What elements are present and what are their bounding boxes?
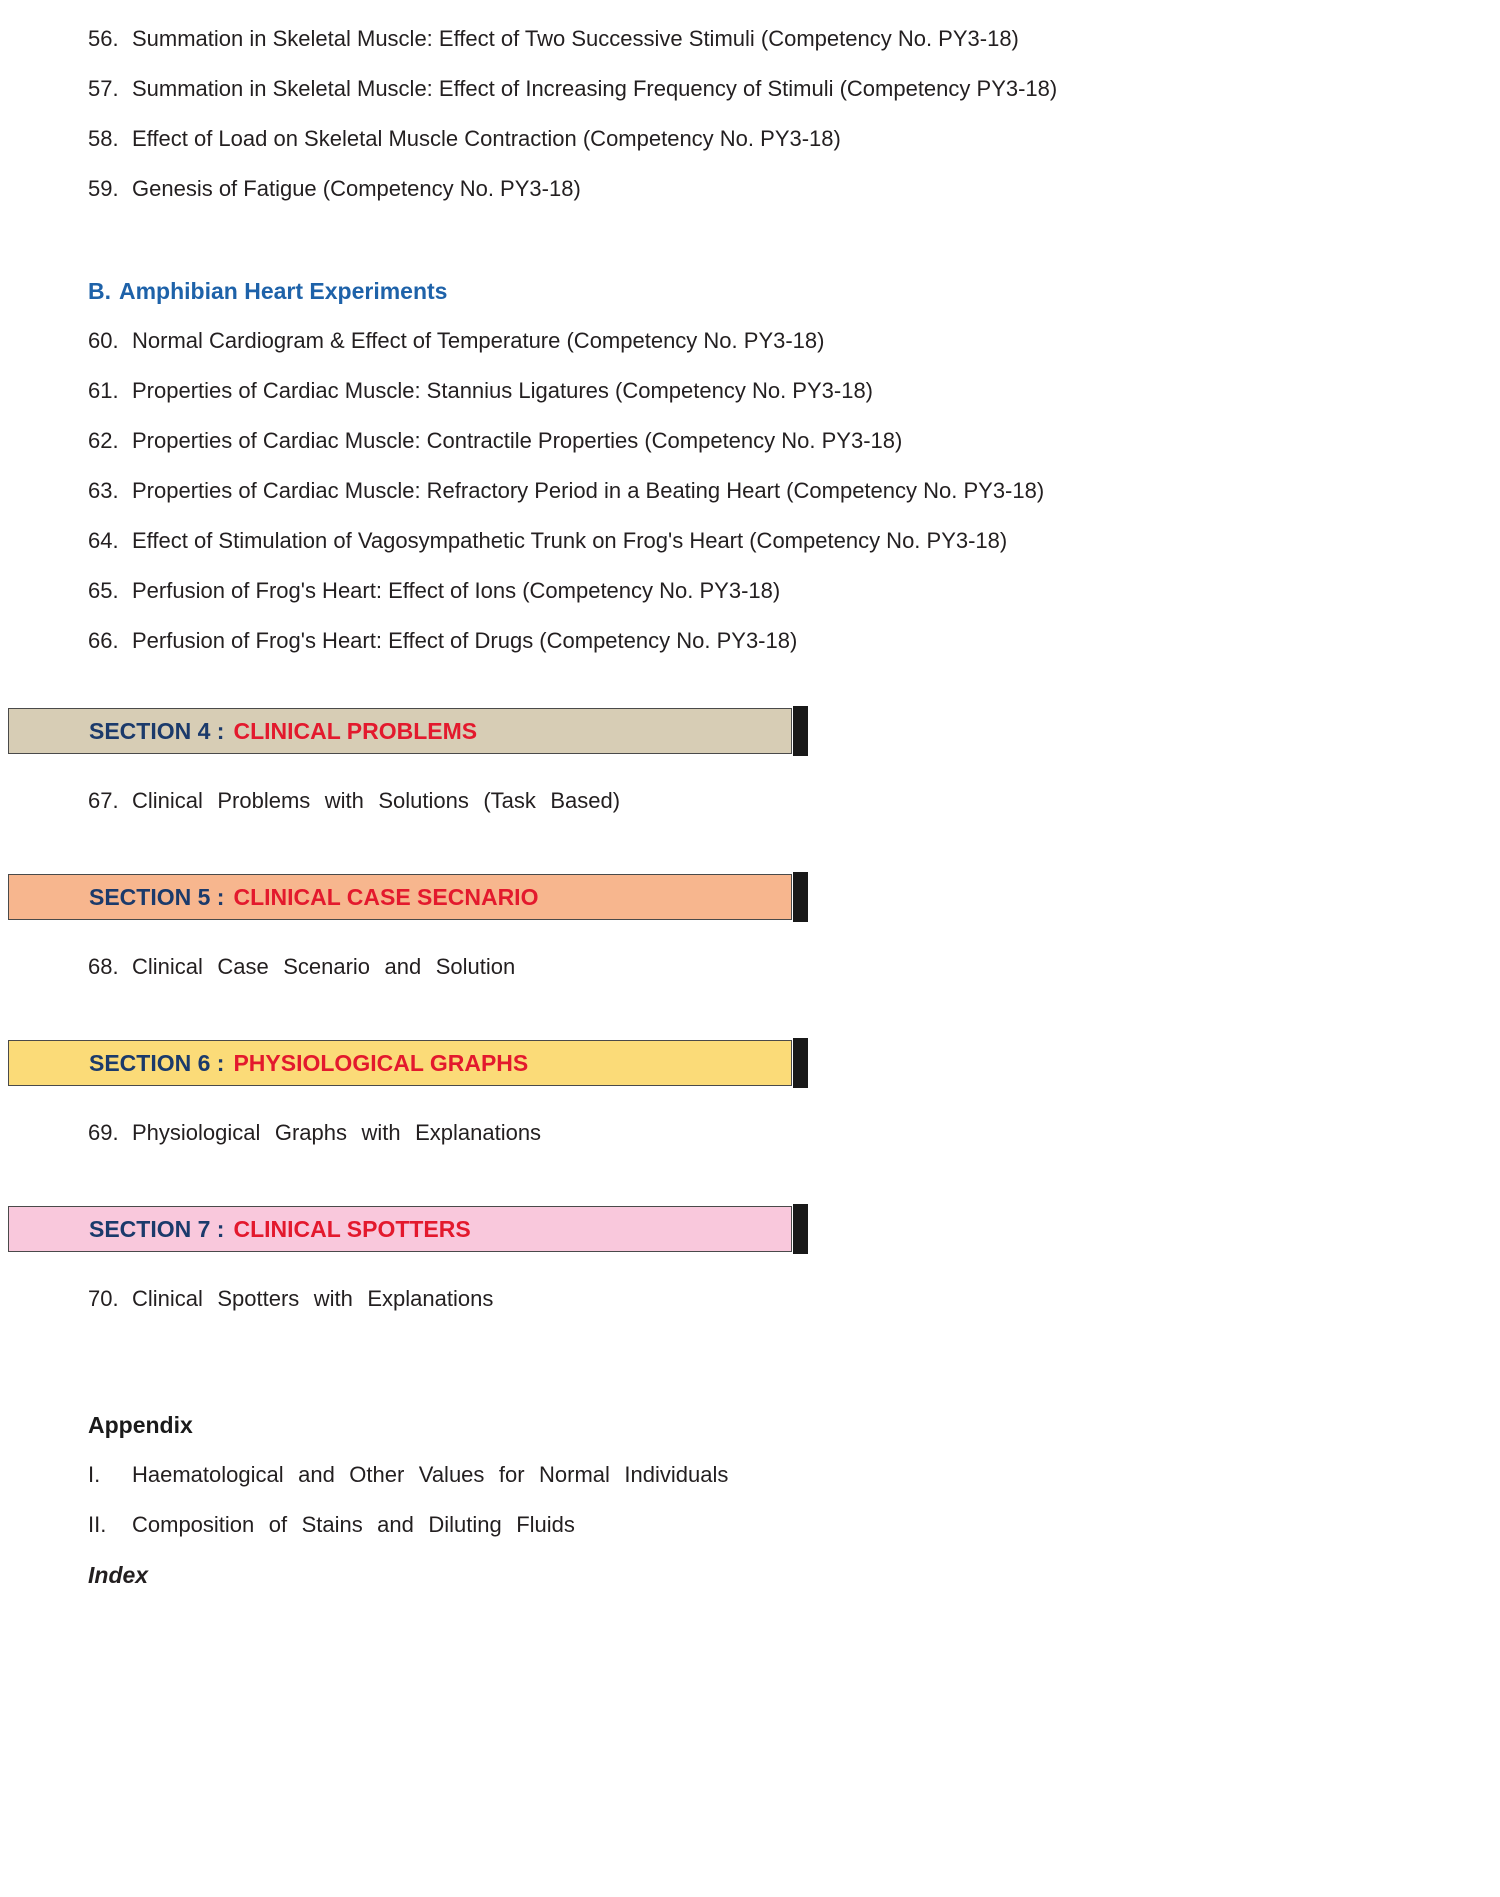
appendix-entry xyxy=(0,1450,1500,1500)
toc-entry xyxy=(0,776,1500,826)
toc-entry xyxy=(0,366,1500,416)
toc-entry xyxy=(0,616,1500,666)
toc-entry-title: Clinical Case Scenario and Solution xyxy=(132,954,516,979)
toc-entry-number: 56. xyxy=(88,26,119,51)
section-number-label: SECTION 5 : xyxy=(89,883,225,910)
section-title: PHYSIOLOGICAL GRAPHS xyxy=(233,1049,529,1076)
toc-entry-title: Physiological Graphs with Explanations xyxy=(132,1120,542,1145)
appendix-entry xyxy=(0,1500,1500,1550)
toc-entry xyxy=(0,316,1500,366)
toc-entry-number: 69. xyxy=(88,1120,119,1145)
toc-entry-number: 62. xyxy=(88,428,119,453)
appendix-entry-title: Composition of Stains and Diluting Fluids xyxy=(132,1512,575,1537)
toc-entry-title: Effect of Stimulation of Vagosympathetic Trunk on Frog's Heart (Competency No. PY3-18) xyxy=(132,528,1008,553)
section-title: CLINICAL PROBLEMS xyxy=(233,717,478,744)
appendix-entry-title: Haematological and Other Values for Normal Individuals xyxy=(132,1462,729,1487)
toc-entry-number: 60. xyxy=(88,328,119,353)
section-title: CLINICAL SPOTTERS xyxy=(233,1215,471,1242)
toc-entry xyxy=(0,466,1500,516)
toc-entry-number: 63. xyxy=(88,478,119,503)
toc-entry-number: 68. xyxy=(88,954,119,979)
toc-entry-title: Genesis of Fatigue (Competency No. PY3-18) xyxy=(132,176,581,201)
toc-entry-title: Properties of Cardiac Muscle: Stannius Ligatures (Competency No. PY3-18) xyxy=(132,378,874,403)
banner-edge-tab xyxy=(793,872,808,922)
toc-entry-title: Normal Cardiogram & Effect of Temperature (Competency No. PY3-18) xyxy=(132,328,825,353)
toc-entry xyxy=(0,1108,1500,1158)
section-banner-clinical-case-scenario xyxy=(8,874,792,920)
appendix-entry-numeral: I. xyxy=(88,1462,101,1487)
section-number-label: SECTION 6 : xyxy=(89,1049,225,1076)
toc-entry-title: Properties of Cardiac Muscle: Refractory Period in a Beating Heart (Competency No. PY3-18) xyxy=(132,478,1045,503)
section-title: CLINICAL CASE SECNARIO xyxy=(233,883,539,910)
appendix-heading: Appendix xyxy=(88,1412,193,1438)
toc-entry xyxy=(0,942,1500,992)
toc-entry-title: Effect of Load on Skeletal Muscle Contraction (Competency No. PY3-18) xyxy=(132,126,841,151)
section-banner-clinical-spotters xyxy=(8,1206,792,1252)
toc-entry-number: 67. xyxy=(88,788,119,813)
toc-entry-number: 57. xyxy=(88,76,119,101)
toc-entry-number: 66. xyxy=(88,628,119,653)
toc-entry xyxy=(0,516,1500,566)
section-number-label: SECTION 7 : xyxy=(89,1215,225,1242)
toc-entry-title: Summation in Skeletal Muscle: Effect of Two Successive Stimuli (Competency No. PY3-18) xyxy=(132,26,1019,51)
subsection-heading-amphibian-heart xyxy=(0,266,1500,316)
banner-edge-tab xyxy=(793,706,808,756)
banner-edge-tab xyxy=(793,1038,808,1088)
subsection-heading-title: Amphibian Heart Experiments xyxy=(119,278,448,304)
toc-entry xyxy=(0,416,1500,466)
toc-entry-number: 61. xyxy=(88,378,119,403)
subsection-heading-prefix: B. xyxy=(88,278,111,304)
toc-entry-title: Clinical Spotters with Explanations xyxy=(132,1286,494,1311)
toc-entry-title: Clinical Problems with Solutions (Task Based) xyxy=(132,788,621,813)
appendix-entry-numeral: II. xyxy=(88,1512,107,1537)
toc-entry xyxy=(0,164,1500,214)
toc-entry-number: 59. xyxy=(88,176,119,201)
toc-entry xyxy=(0,114,1500,164)
toc-entry xyxy=(0,64,1500,114)
toc-entry-title: Summation in Skeletal Muscle: Effect of Increasing Frequency of Stimuli (Competency PY3-18) xyxy=(132,76,1058,101)
toc-entry-number: 58. xyxy=(88,126,119,151)
section-banner-physiological-graphs xyxy=(8,1040,792,1086)
toc-entry-number: 65. xyxy=(88,578,119,603)
toc-entry-title: Perfusion of Frog's Heart: Effect of Ions (Competency No. PY3-18) xyxy=(132,578,781,603)
toc-entry-title: Properties of Cardiac Muscle: Contractile Properties (Competency No. PY3-18) xyxy=(132,428,903,453)
toc-entry-title: Perfusion of Frog's Heart: Effect of Drugs (Competency No. PY3-18) xyxy=(132,628,798,653)
toc-entry xyxy=(0,1274,1500,1324)
toc-entry xyxy=(0,566,1500,616)
section-banner-clinical-problems xyxy=(8,708,792,754)
banner-edge-tab xyxy=(793,1204,808,1254)
index-label: Index xyxy=(88,1562,149,1588)
section-number-label: SECTION 4 : xyxy=(89,717,225,744)
toc-entry xyxy=(0,14,1500,64)
toc-entry-number: 70. xyxy=(88,1286,119,1311)
toc-entry-number: 64. xyxy=(88,528,119,553)
